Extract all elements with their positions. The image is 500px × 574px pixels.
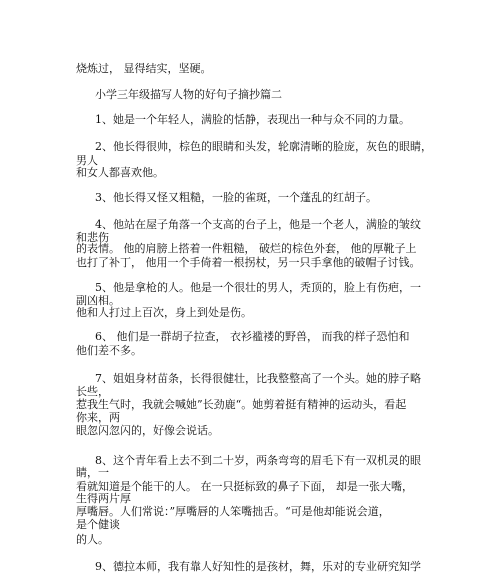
paragraph-line: 1、她是一个年轻人，满脸的恬静，表现出一种与众不同的力量。 (95, 113, 410, 126)
paragraph-line: 2、他长得很帅，棕色的眼睛和头发，轮廓清晰的脸庞，灰色的眼睛， (95, 140, 432, 153)
continuation-text: 烧炼过， 显得结实，坚硬。 (76, 62, 212, 75)
paragraph-line: 的人。 (76, 533, 109, 546)
paragraph-line: 你来，两 (76, 411, 120, 424)
cut-off-line: 9、德拉本师，我有靠人好知性的是孩材，舞，乐对的专业研究知学 (95, 560, 421, 573)
paragraph-line: 男人 (76, 154, 98, 167)
paragraph-line: 看就知道是个能干的人。 在一只挺标致的鼻子下面， 却是一张大嘴， (76, 480, 413, 493)
paragraph-line: 长些， (76, 385, 109, 398)
paragraph-line: 和女人都喜欢他。 (76, 166, 164, 179)
paragraph-line: 8、这个青年看上去不到二十岁，两条弯弯的眉毛下有一双机灵的眼 (95, 454, 421, 467)
paragraph-line: 的表情。 他的肩膀上搭着一件粗糙， 破烂的棕色外套， 他的厚靴子上 (76, 242, 417, 255)
paragraph-line: 3、他长得又怪又粗糙，一脸的雀斑，一个蓬乱的红胡子。 (95, 191, 377, 204)
paragraph-line: 生得两片厚 (76, 492, 131, 505)
paragraph-line: 眼忽闪忽闪的，好像会说话。 (76, 424, 219, 437)
paragraph-line: 也打了补丁， 他用一个手倚着一根拐杖，另一只手拿他的破帽子讨钱。 (76, 256, 421, 269)
paragraph-line: 他和人打过上百次，身上到处是伤。 (76, 306, 252, 319)
paragraph-line: 副凶相。 (76, 294, 120, 307)
section-heading: 小学三年级描写人物的好句子摘抄篇二 (95, 88, 282, 101)
paragraph-line: 是个健谈 (76, 518, 120, 531)
paragraph-line: 他们差不多。 (76, 344, 142, 357)
paragraph-line: 睛，一 (76, 466, 109, 479)
paragraph-line: 6、 他们是一群胡子拉查， 衣衫褴褛的野兽， 而我的样子恐怕和 (95, 330, 410, 343)
paragraph-line: 和悲伤 (76, 231, 109, 244)
paragraph-line: 7、姐姐身材苗条，长得很健壮，比我整整高了一个头。她的脖子略 (95, 372, 421, 385)
paragraph-line: 4、他站在屋子角落一个支高的台子上，他是一个老人，满脸的皱纹 (95, 218, 421, 231)
paragraph-line: 厚嘴唇。人们常说：”厚嘴唇的人笨嘴拙舌。“可是他却能说会道， (76, 505, 390, 518)
paragraph-line: 5、他是拿枪的人。他是一个很壮的男人，秃顶的，脸上有伤疤，一 (95, 281, 421, 294)
paragraph-line: 惹我生气时，我就会喊她”长劲鹿“。她剪着挺有精神的运动头，看起 (76, 398, 407, 411)
